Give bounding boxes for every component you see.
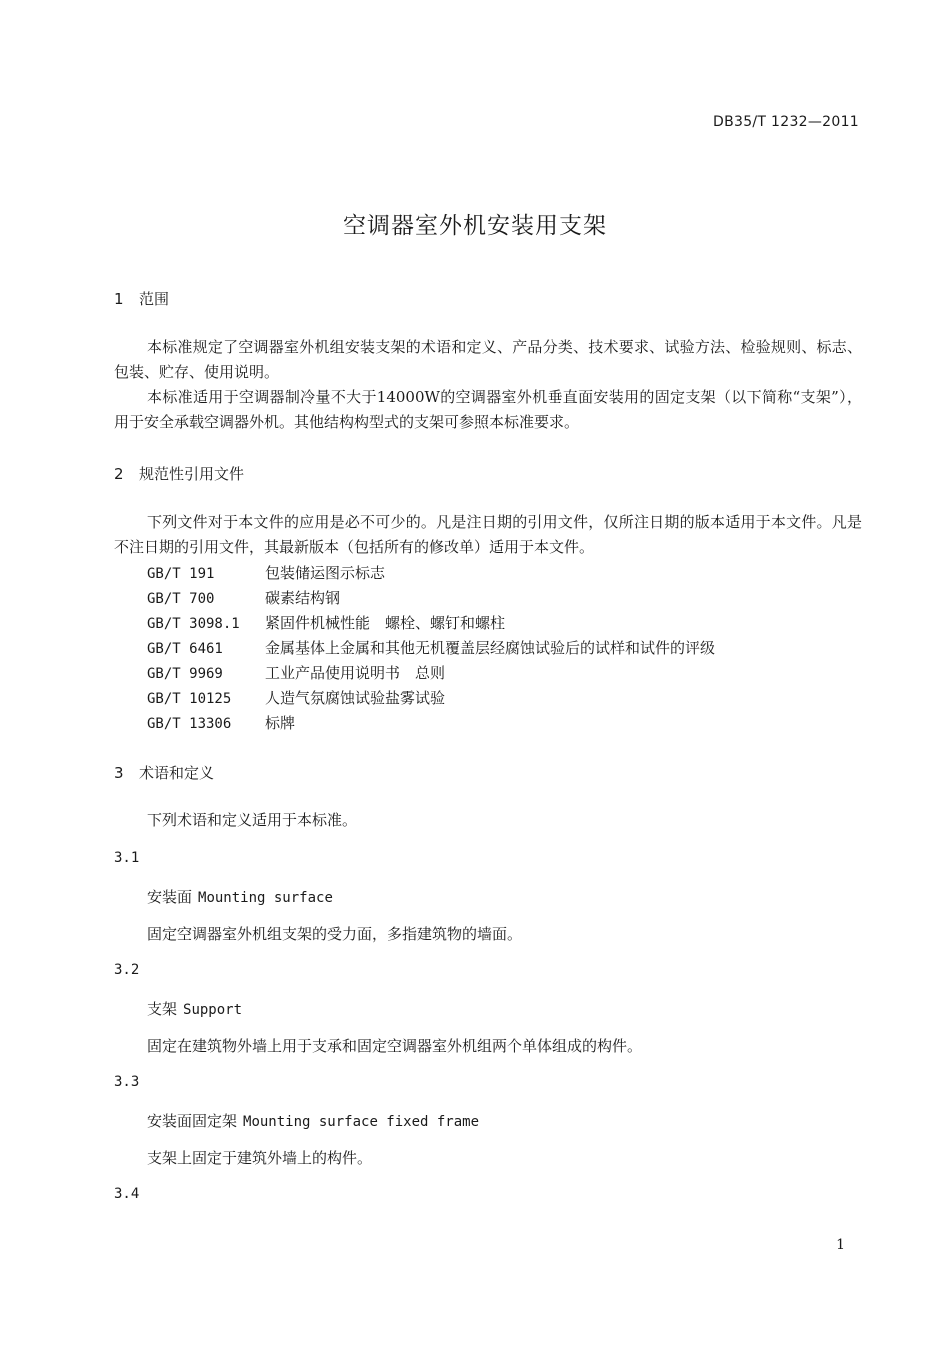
reference-item [147,612,505,633]
clause-number: 3.4 [114,1186,140,1202]
reference-item [147,637,715,658]
reference-title: 金属基体上金属和其他无机覆盖层经腐蚀试验后的试样和试件的评级 [265,639,716,657]
clause-number: 3.2 [114,962,140,978]
section-1-heading [114,288,169,309]
standard-code: DB35/T 1232—2011 [713,114,859,130]
term-chinese: 安装面 [147,888,193,906]
term-definition: 固定在建筑物外墙上用于支承和固定空调器室外机组两个单体组成的构件。 [147,1037,643,1055]
reference-code: GB/T 191 [147,566,215,582]
reference-code: GB/T 6461 [147,641,223,657]
clause-number: 3.3 [114,1074,140,1090]
term-english: Mounting surface fixed frame [243,1114,480,1130]
reference-item [147,587,340,608]
term-entry [147,1110,479,1131]
section-1-paragraph-2: 本标准适用于空调器制冷量不大于14000W的空调器室外机垂直面安装用的固定支架（以下简称“支架”），用于安全承载空调器外机。其他结构构型式的支架可参照本标准要求。 [114,388,862,431]
term-chinese: 安装面固定架 [147,1112,238,1130]
reference-item [147,662,445,683]
term-definition: 支架上固定于建筑外墙上的构件。 [147,1149,373,1167]
reference-item [147,712,295,733]
term-entry [147,998,242,1019]
term-definition: 固定空调器室外机组支架的受力面，多指建筑物的墙面。 [147,925,523,943]
page-number: 1 [836,1237,845,1253]
term-entry [147,886,333,907]
section-title: 范围 [139,290,170,308]
section-3-intro: 下列术语和定义适用于本标准。 [147,811,358,829]
section-title: 术语和定义 [139,764,215,782]
reference-title: 碳素结构钢 [265,589,341,607]
section-number: 2 [114,465,124,483]
clause-number: 3.1 [114,850,140,866]
term-english: Mounting surface [198,890,333,906]
section-2-intro: 下列文件对于本文件的应用是必不可少的。凡是注日期的引用文件，仅所注日期的版本适用于本文件。凡是不注日期的引用文件，其最新版本（包括所有的修改单）适用于本文件。 [114,513,862,556]
section-number: 1 [114,290,124,308]
document-title: 空调器室外机安装用支架 [343,213,607,239]
reference-title: 人造气氛腐蚀试验盐雾试验 [265,689,446,707]
reference-code: GB/T 10125 [147,691,232,707]
reference-code: GB/T 13306 [147,716,232,732]
reference-item [147,562,385,583]
section-3-heading [114,762,214,783]
section-2-heading [114,463,244,484]
term-chinese: 支架 [147,1000,178,1018]
section-title: 规范性引用文件 [139,465,245,483]
reference-title: 紧固件机械性能 螺栓、螺钉和螺柱 [265,614,506,632]
reference-item [147,687,445,708]
reference-title: 标牌 [265,714,296,732]
reference-title: 工业产品使用说明书 总则 [265,664,446,682]
reference-title: 包装储运图示标志 [265,564,386,582]
term-english: Support [183,1002,243,1018]
section-1-paragraph-1: 本标准规定了空调器室外机组安装支架的术语和定义、产品分类、技术要求、试验方法、检验规则、标志、包装、贮存、使用说明。 [114,338,862,381]
section-number: 3 [114,764,124,782]
reference-code: GB/T 700 [147,591,215,607]
reference-code: GB/T 9969 [147,666,223,682]
reference-code: GB/T 3098.1 [147,616,240,632]
